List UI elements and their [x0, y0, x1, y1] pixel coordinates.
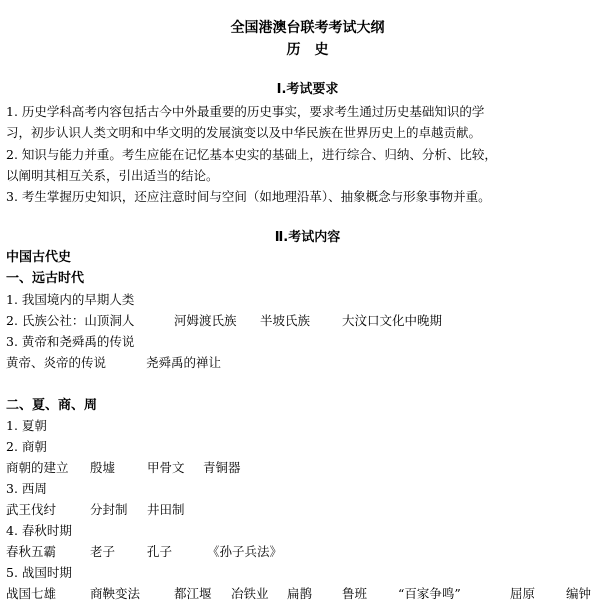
- list-item-text: 扁鹊: [287, 586, 313, 601]
- list-item-text: 甲骨文: [147, 460, 185, 475]
- list-item-text: 2. 氏族公社：山顶洞人: [6, 313, 135, 328]
- document-title: 全国港澳台联考考试大纲: [230, 20, 385, 36]
- requirement-line: 1. 历史学科高考内容包括古今中外最重要的历史事实，要求考生通过历史基础知识的学: [6, 104, 485, 119]
- list-item-text: “百家争鸣”: [398, 586, 461, 601]
- list-item-text: 商鞅变法: [90, 586, 141, 601]
- list-item-text: 井田制: [147, 502, 185, 517]
- list-item: 2. 商朝: [6, 439, 47, 454]
- list-item: 3. 西周: [6, 481, 47, 496]
- list-item-text: 青铜器: [203, 460, 241, 475]
- list-item-text: 冶铁业: [231, 586, 269, 601]
- list-item: 3. 黄帝和尧舜禹的传说: [6, 334, 135, 349]
- list-item: 1. 我国境内的早期人类: [6, 292, 135, 307]
- list-item-text: 分封制: [90, 502, 128, 517]
- section-heading-requirements: Ⅰ.考试要求: [276, 82, 339, 97]
- list-item-text: 战国七雄: [6, 586, 57, 601]
- list-item-text: 都江堰: [174, 586, 212, 601]
- list-item-text: 河姆渡氏族: [174, 313, 237, 328]
- list-item-text: 尧舜禹的禅让: [146, 355, 222, 370]
- list-item-text: 孔子: [147, 544, 173, 559]
- list-item-text: 黄帝、炎帝的传说: [6, 355, 107, 370]
- section-heading-content: Ⅱ.考试内容: [274, 230, 341, 245]
- list-item-text: 编钟: [566, 586, 592, 601]
- list-item: 5. 战国时期: [6, 565, 72, 580]
- list-item-text: 武王伐纣: [6, 502, 57, 517]
- part-title: 中国古代史: [6, 250, 72, 265]
- requirement-line: 习，初步认识人类文明和中华文明的发展演变以及中华民族在世界历史上的卓越贡献。: [6, 125, 482, 140]
- list-item-text: 半坡氏族: [260, 313, 311, 328]
- list-item-text: 殷墟: [90, 460, 116, 475]
- list-item-text: 老子: [90, 544, 116, 559]
- list-item-text: 《孙子兵法》: [207, 544, 283, 559]
- requirement-line: 2. 知识与能力并重。考生应能在记忆基本史实的基础上，进行综合、归纳、分析、比较，: [6, 147, 497, 162]
- list-item: 1. 夏朝: [6, 418, 47, 433]
- era-heading: 一、远古时代: [6, 271, 85, 286]
- list-item-text: 屈原: [510, 586, 536, 601]
- list-item-text: 商朝的建立: [6, 460, 69, 475]
- requirement-line: 3. 考生掌握历史知识，还应注意时间与空间（如地理沿革）、抽象概念与形象事物并重。: [6, 189, 491, 204]
- list-item-text: 鲁班: [342, 586, 368, 601]
- list-item-text: 春秋五霸: [6, 544, 57, 559]
- era-heading: 二、夏、商、周: [6, 398, 98, 413]
- subject-title: 历史: [286, 42, 343, 58]
- list-item-text: 大汶口文化中晚期: [342, 313, 443, 328]
- requirement-line: 以阐明其相互关系，引出适当的结论。: [6, 168, 219, 183]
- list-item: 4. 春秋时期: [6, 523, 72, 538]
